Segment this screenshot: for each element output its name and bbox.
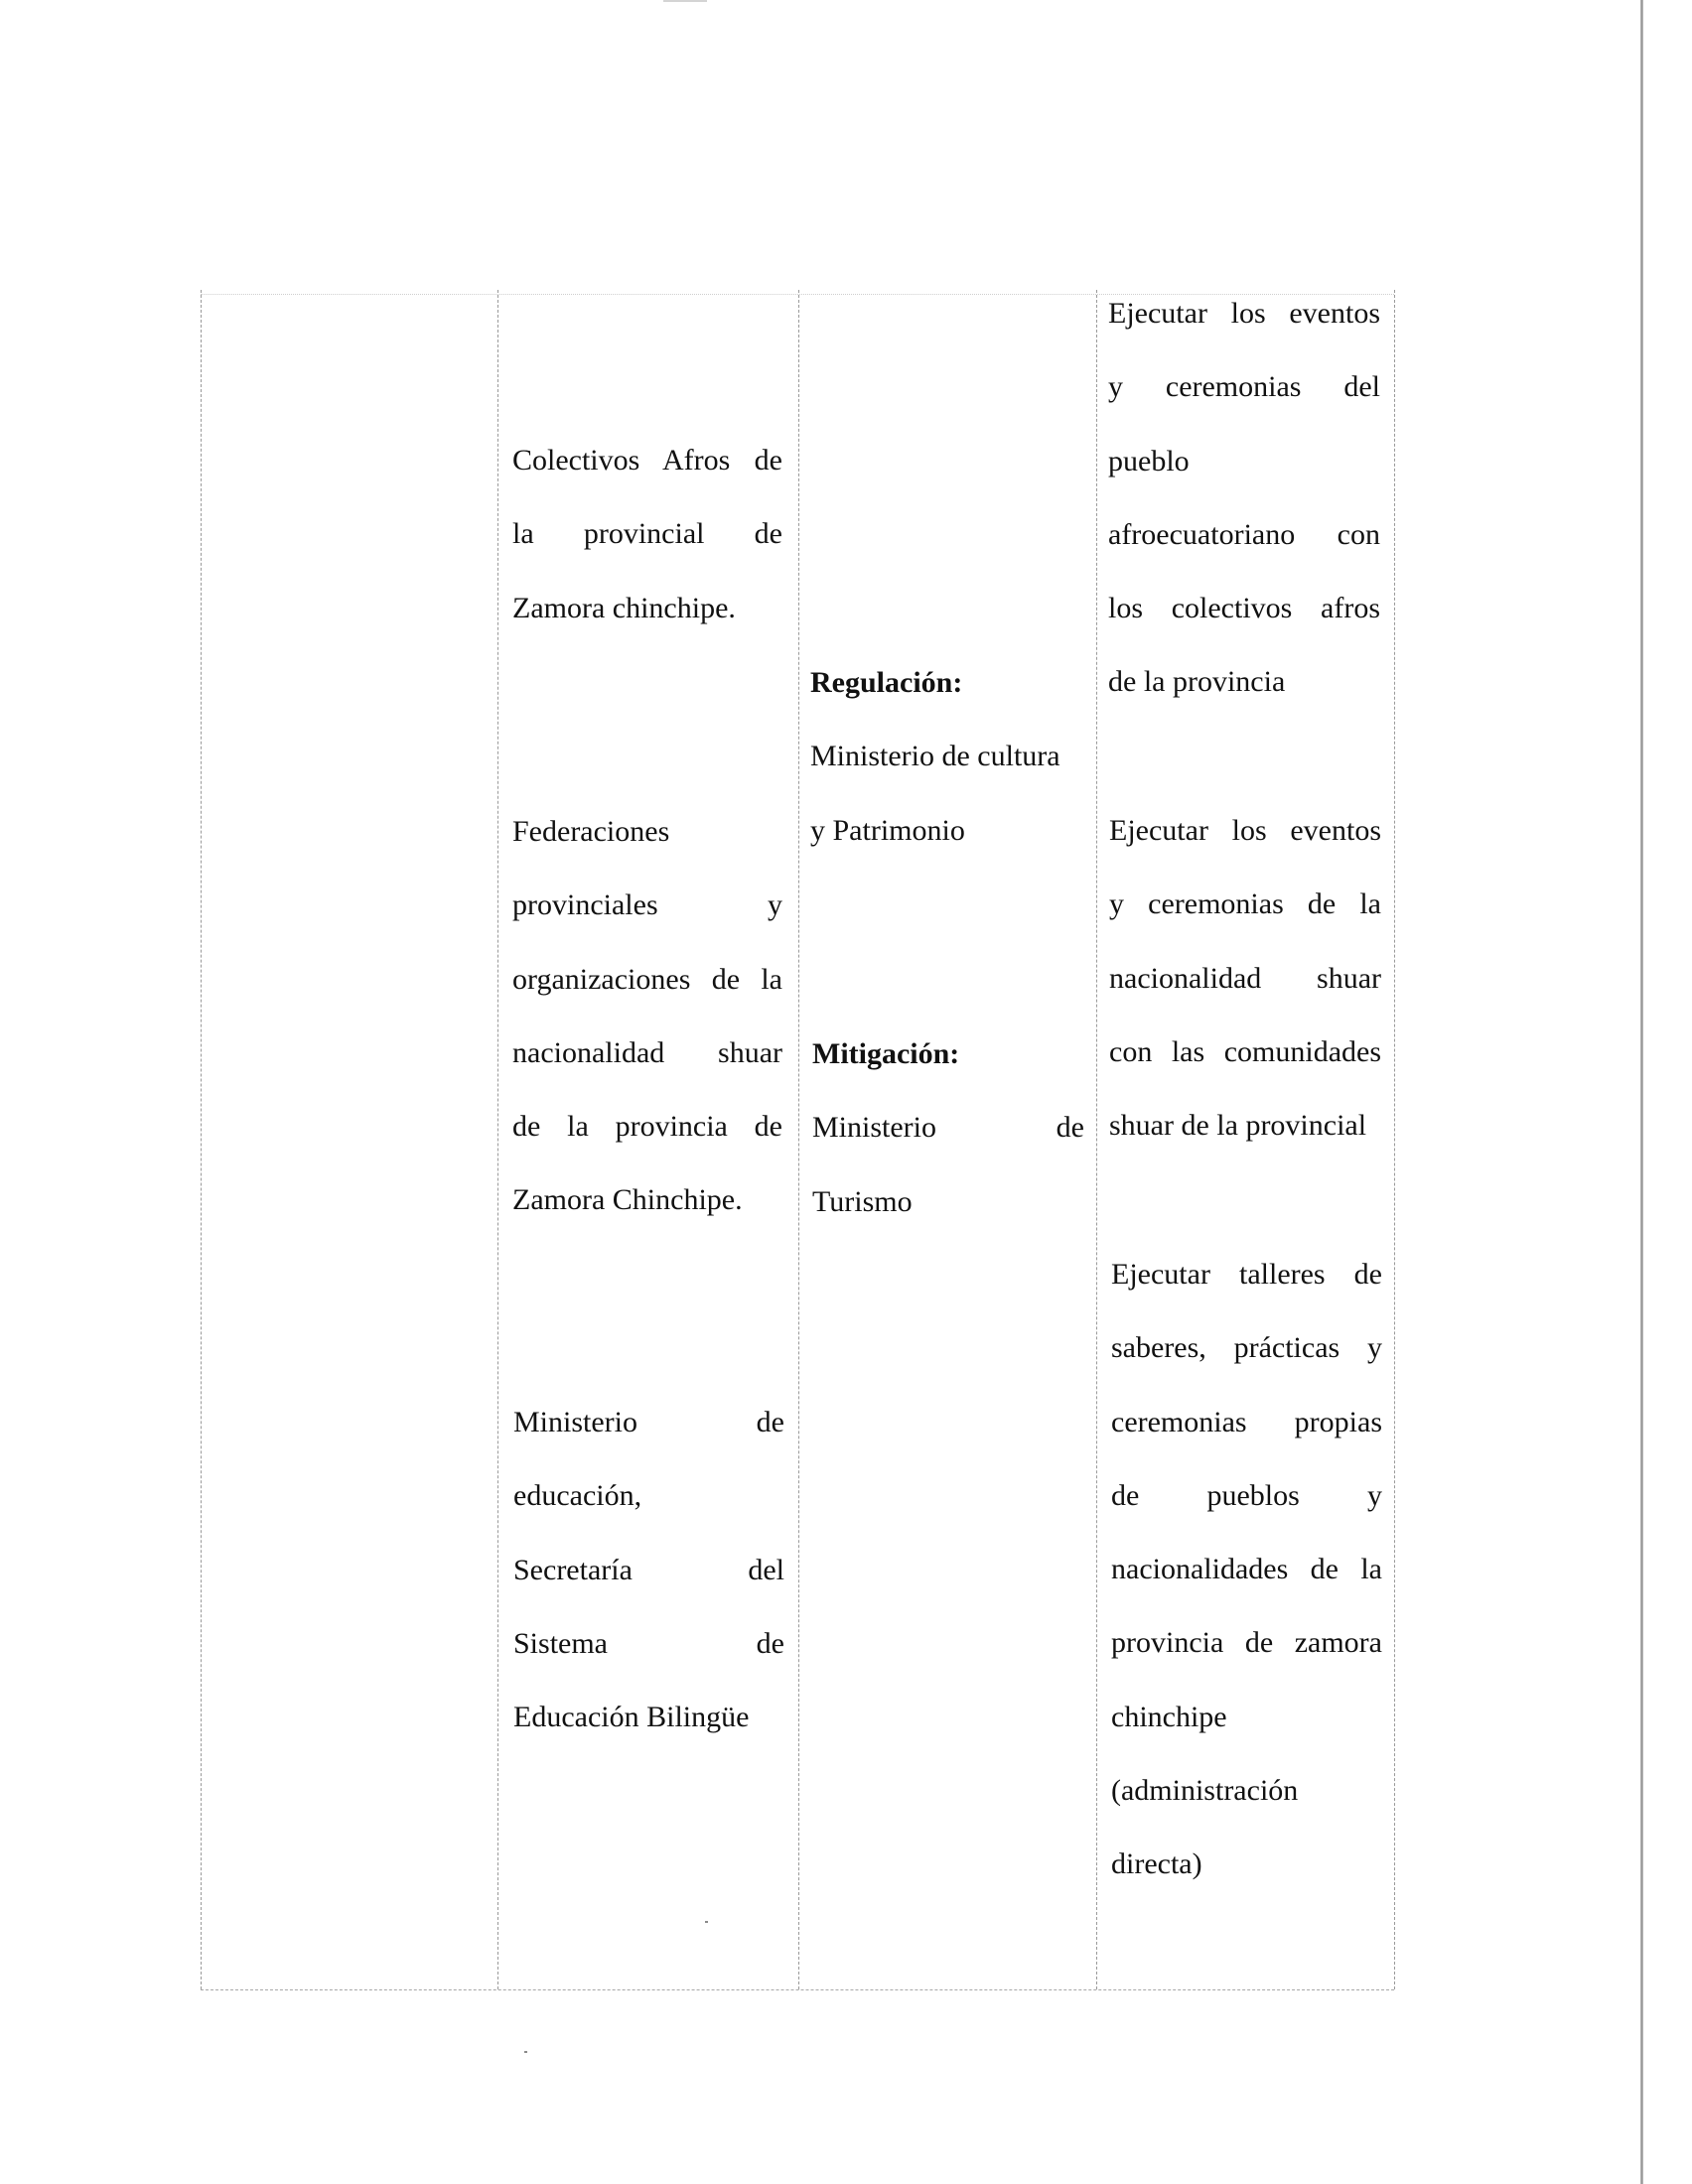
table-divider-2 [798,290,799,1989]
action-talleres-saberes [1111,1238,1382,1902]
text-line: shuar de la provincial [1109,1109,1367,1143]
text-line: la provincial de [512,517,782,551]
entity-colectivos-afros [512,424,782,645]
text-line: con las comunidades [1109,1034,1381,1068]
text-line: los colectivos afros [1108,592,1380,625]
text-line: educación, [513,1479,642,1513]
text-line: Ejecutar los eventos [1109,814,1381,847]
action-eventos-afro [1108,277,1380,720]
text-line: Federaciones [512,815,670,848]
role-mitigacion [812,1018,1084,1239]
text-line: y ceremonias de la [1109,887,1381,921]
text-line: afroecuatoriano con [1108,517,1380,551]
text-line: Ministerio de [513,1406,784,1438]
action-eventos-shuar [1109,794,1381,1162]
text-line: de la provincia de [512,1110,782,1144]
table-divider-3 [1096,290,1097,1989]
text-line: (administración [1111,1774,1299,1808]
text-line: Ejecutar los eventos [1108,297,1380,330]
text-line: pueblo [1108,444,1190,478]
entity-federaciones-shuar [512,795,782,1238]
text-line: directa) [1111,1847,1202,1881]
text-line: provincia de zamora [1111,1626,1382,1660]
text-line: de la provincia [1108,665,1286,699]
text-line: nacionalidad shuar [1109,961,1381,995]
table-border-right [1394,290,1395,1989]
table-divider-1 [497,290,498,1989]
text-line: y ceremonias del [1108,370,1380,404]
text-line: Zamora chinchipe. [512,591,736,624]
text-line: Ministerio de cultura [810,740,1060,773]
text-line: nacionalidad shuar [512,1035,782,1069]
text-line: Secretaría del [513,1553,784,1586]
text-line: organizaciones de la [512,962,782,996]
scan-speck [705,1921,708,1923]
text-line: ceremonias propias [1111,1405,1382,1438]
role-regulacion [810,646,1083,868]
text-line: saberes, prácticas y [1111,1331,1382,1365]
role-heading: Regulación: [810,666,963,699]
text-line: provinciales y [512,888,782,922]
text-line: Turismo [812,1184,913,1218]
scan-mark [663,0,707,2]
table-border-left [201,290,202,1989]
text-line: Zamora Chinchipe. [512,1183,743,1217]
table-border-bottom [201,1989,1394,1990]
role-heading: Mitigación: [812,1037,960,1070]
scan-speck [524,2051,527,2053]
text-line: Colectivos Afros de [512,444,782,477]
text-line: Ejecutar talleres de [1111,1258,1382,1291]
text-line: Sistema de [513,1626,784,1660]
text-line: Educación Bilingüe [513,1701,750,1734]
text-line: y Patrimonio [810,813,965,847]
entity-ministerio-educacion [513,1386,784,1754]
page-edge [1640,0,1643,2184]
text-line: nacionalidades de la [1111,1553,1382,1586]
text-line: Ministerio de [812,1111,1084,1145]
text-line: de pueblos y [1111,1478,1382,1512]
text-line: chinchipe [1111,1700,1227,1733]
